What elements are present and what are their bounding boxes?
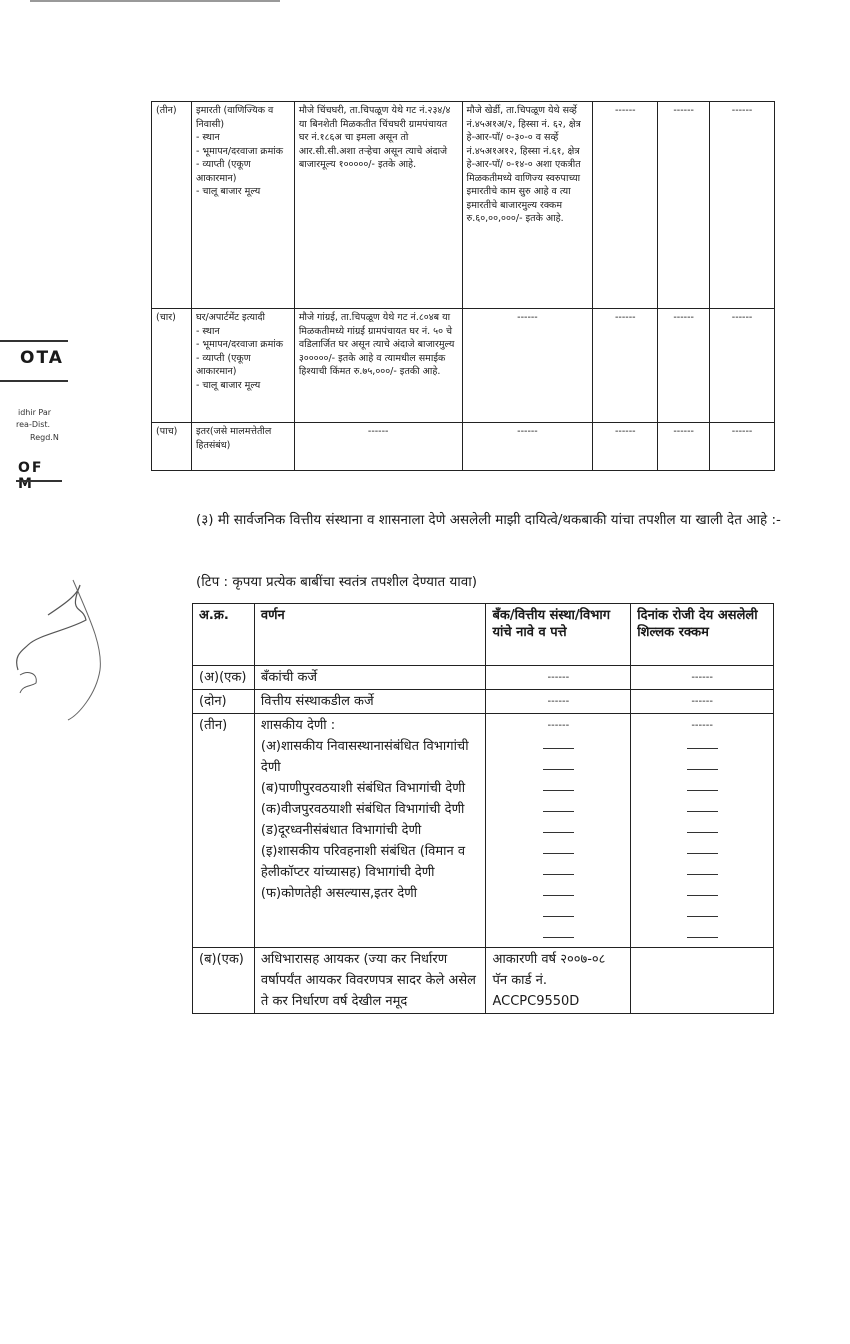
row-number: (दोन)	[193, 690, 255, 714]
table-row	[193, 714, 774, 948]
desc-line: घर/अपार्टमेंट इत्यादी	[195, 312, 265, 323]
column-header: वर्णन	[254, 604, 486, 666]
stamp-underline	[16, 480, 62, 482]
property-details: मौजे गांग्रई, ता.चिपळूण येथे गट नं.८०४ब या मिळकतीमध्ये गांग्रई ग्रामपंचायत घर नं. ५० चे वडिलार्जित घर असून त्याचे अंदाजे बाजारमुल्य ३०००००/- इतके आहे व त्यामधील समाईक हिश्याची किंमत रु.७५,०००/- इतकी आहे.	[294, 309, 462, 423]
blank-line	[637, 841, 767, 862]
desc-line: - भूमापन/दरवाजा क्रमांक	[195, 339, 284, 350]
row-number: (तीन)	[152, 102, 192, 309]
blank-line	[637, 778, 767, 799]
empty-cell: ------	[658, 423, 710, 471]
sub-item: (इ)शासकीय परिवहनाशी संबंधित (विमान व हेलीकॉप्टर यांच्यासह) विभागांची देणी	[260, 844, 466, 880]
blank-line	[637, 904, 767, 925]
sub-heading: शासकीय देणी :	[260, 718, 336, 733]
row-number: (तीन)	[193, 714, 255, 948]
empty-cell: ------	[593, 102, 658, 309]
blank-line	[492, 904, 624, 925]
table-row	[152, 423, 775, 471]
table-row	[193, 666, 774, 690]
empty-cell: ------	[691, 720, 713, 731]
empty-cell: ------	[547, 720, 570, 731]
blank-line	[637, 925, 767, 946]
row-number: (ब)(एक)	[193, 948, 255, 1014]
empty-cell: ------	[462, 423, 593, 471]
empty-cell: ------	[486, 690, 631, 714]
empty-cell: ------	[593, 423, 658, 471]
desc-line: इतर(जसे मालमत्तेतील हितसंबंध)	[195, 426, 272, 451]
desc-line: - चालू बाजार मूल्य	[195, 379, 261, 391]
desc-line: - भूमापन/दरवाजा क्रमांक	[195, 145, 284, 157]
row-description: अधिभारासह आयकर (ज्या कर निर्धारण वर्षापर्यंत आयकर विवरणपत्र सादर केले असेल ते कर निर्धारण वर्ष देखील नमूद	[254, 948, 486, 1014]
empty-cell: ------	[294, 423, 462, 471]
desc-line: - स्थान	[195, 132, 220, 143]
stamp-text: idhir Par	[18, 408, 52, 417]
table-header-row	[193, 604, 774, 666]
blank-line	[637, 799, 767, 820]
scan-edge-line	[30, 0, 280, 2]
blank-column	[486, 714, 631, 948]
column-header: बँक/वित्तीय संस्था/विभाग यांचे नावे व पत्ते	[486, 604, 631, 666]
blank-line	[492, 736, 624, 757]
sub-item: (फ)कोणतेही असल्यास,इतर देणी	[260, 886, 418, 901]
blank-line	[637, 820, 767, 841]
blank-line	[492, 778, 624, 799]
blank-line	[637, 862, 767, 883]
blank-line	[492, 757, 624, 778]
empty-cell	[631, 948, 774, 1014]
liabilities-table	[192, 603, 774, 1014]
row-number: (पाच)	[152, 423, 192, 471]
blank-line	[492, 925, 624, 946]
blank-line	[492, 799, 624, 820]
empty-cell: ------	[486, 666, 631, 690]
blank-line	[492, 841, 624, 862]
property-table	[151, 101, 775, 471]
empty-cell: ------	[462, 309, 593, 423]
row-description	[254, 714, 486, 948]
desc-line: - व्याप्ती (एकूण आकारमान)	[195, 352, 251, 377]
empty-cell: ------	[593, 309, 658, 423]
desc-line: - व्याप्ती (एकूण आकारमान)	[195, 159, 251, 184]
desc-line: - स्थान	[195, 325, 220, 337]
section-heading: (३) मी सार्वजनिक वित्तीय संस्थाना व शासनाला देणे असलेली माझी दायित्वे/थकबाकी यांचा तपशील या खाली देत आहे :-	[196, 512, 781, 528]
stamp-text: rea-Dist.	[16, 420, 51, 429]
sub-item: (ब)पाणीपुरवठयाशी संबंधित विभागांची देणी	[260, 781, 466, 796]
row-description: वित्तीय संस्थाकडील कर्जे	[254, 690, 486, 714]
stamp-text: Regd.N	[30, 433, 59, 442]
row-number: (चार)	[152, 309, 192, 423]
table-row	[152, 102, 775, 309]
property-details: मौजे चिंचघरी, ता.चिपळूण येथे गट नं.२३४/४ या बिनशेती मिळकतीत चिंचघरी ग्रामपंचायत घर नं.१८६अ चा इमला असून तो आर.सी.सी.अशा तऱ्हेचा असून त्याचे अंदाजे बाजारमूल्य १०००००/- इतके आहे.	[294, 102, 462, 309]
empty-cell: ------	[710, 309, 775, 423]
signature-scribble	[8, 575, 108, 725]
row-description	[191, 309, 294, 423]
property-details: मौजे खेर्डी, ता.चिपळूण येथे सर्व्हे नं.४५अ१अ/२, हिस्सा नं. ६२, क्षेत्र हे-आर-पॉ/ ०-३०-० व सर्व्हे नं.४५अ१अ१२, हिस्सा नं.६१, क्षेत्र हे-आर-पॉ/ ०-१४-० अशा एकत्रीत मिळकतीमध्ये वाणिज्य स्वरुपाच्या इमारतीचे काम सुरु आहे व त्या इमारतीचे बाजारमुल्य रक्कम रु.६०,००,०००/- इतके आहे.	[462, 102, 593, 309]
row-number: (अ)(एक)	[193, 666, 255, 690]
row-description: बँकांची कर्जे	[254, 666, 486, 690]
table-row	[193, 948, 774, 1014]
blank-line	[492, 820, 624, 841]
assessment-year: आकारणी वर्ष २००७-०८	[492, 952, 606, 967]
blank-column	[631, 714, 774, 948]
blank-line	[637, 736, 767, 757]
desc-line: - चालू बाजार मूल्य	[195, 186, 261, 197]
tax-details	[486, 948, 631, 1014]
empty-cell: ------	[631, 690, 774, 714]
column-header: अ.क्र.	[193, 604, 255, 666]
blank-line	[637, 883, 767, 904]
sub-item: (क)वीजपुरवठयाशी संबंधित विभागांची देणी	[260, 802, 465, 817]
stamp-text-large: OF M	[18, 460, 44, 492]
empty-cell: ------	[710, 102, 775, 309]
blank-line	[492, 862, 624, 883]
empty-cell: ------	[658, 309, 710, 423]
empty-cell: ------	[710, 423, 775, 471]
pan-label: पॅन कार्ड नं.	[492, 973, 547, 988]
blank-line	[637, 757, 767, 778]
blank-line	[492, 883, 624, 904]
table-row	[193, 690, 774, 714]
desc-line: इमारती (वाणिज्यिक व निवासी)	[195, 105, 274, 130]
row-description	[191, 102, 294, 309]
notary-stamp	[0, 340, 62, 490]
section-note: (टिप : कृपया प्रत्येक बाबींचा स्वतंत्र तपशील देण्यात यावा)	[196, 574, 478, 590]
stamp-text-large: OTA	[20, 348, 64, 368]
sub-item: (अ)शासकीय निवासस्थानासंबंधित विभागांची देणी	[260, 739, 469, 775]
sub-item: (ड)दूरध्वनीसंबंधात विभागांची देणी	[260, 823, 422, 838]
row-description	[191, 423, 294, 471]
pan-number: ACCPC9550D	[492, 994, 580, 1009]
column-header: दिनांक रोजी देय असलेली शिल्लक रक्कम	[631, 604, 774, 666]
empty-cell: ------	[631, 666, 774, 690]
table-row	[152, 309, 775, 423]
empty-cell: ------	[658, 102, 710, 309]
